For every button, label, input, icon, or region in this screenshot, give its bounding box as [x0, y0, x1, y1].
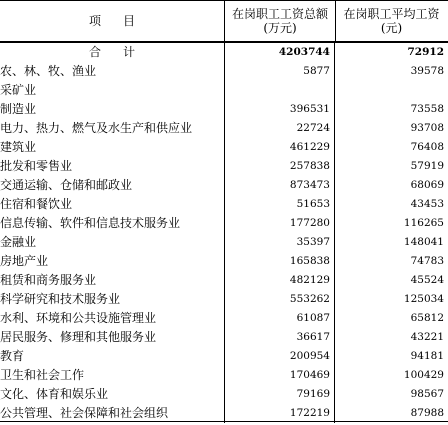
industry-label: 卫生和社会工作	[0, 368, 85, 382]
industry-label: 交通运输、仓储和邮政业	[0, 178, 133, 192]
table-row	[0, 233, 448, 252]
industry-label: 租赁和商务服务业	[0, 273, 97, 287]
average-wage-cell: 39578	[410, 65, 444, 77]
header-average-wage-label: 在岗职工平均工资	[343, 7, 440, 21]
total-wages-cell: 172219	[289, 407, 330, 419]
table-row	[0, 81, 448, 100]
industry-label: 文化、体育和娱乐业	[0, 387, 109, 401]
industry-label: 电力、热力、燃气及水生产和供应业	[0, 121, 193, 135]
average-wage-cell: 68069	[410, 179, 444, 191]
total-wages-cell: 165838	[289, 255, 330, 267]
total-wages-cell: 61087	[296, 312, 330, 324]
average-wage-cell: 74783	[410, 255, 444, 267]
total-wages-cell: 22724	[296, 122, 330, 134]
industry-label: 教育	[0, 349, 25, 363]
industry-label: 采矿业	[0, 83, 37, 97]
table-row	[0, 119, 448, 138]
total-row	[0, 43, 448, 62]
industry-label: 批发和零售业	[0, 159, 73, 173]
total-wages-cell: 35397	[296, 236, 330, 248]
average-wage-cell: 45524	[410, 274, 444, 286]
average-wage-cell: 94181	[410, 350, 444, 362]
total-wages-cell: 51653	[296, 198, 330, 210]
industry-label: 科学研究和技术服务业	[0, 292, 121, 306]
total-wages-cell: 200954	[289, 350, 330, 362]
industry-label: 住宿和餐饮业	[0, 197, 73, 211]
average-wage-cell: 65812	[410, 312, 444, 324]
industry-label: 水利、环境和公共设施管理业	[0, 311, 157, 325]
total-wages-cell: 461229	[289, 141, 330, 153]
table-row	[0, 309, 448, 328]
industry-label: 金融业	[0, 235, 37, 249]
industry-label: 居民服务、修理和其他服务业	[0, 330, 157, 344]
table-row	[0, 157, 448, 176]
header-average-wage-unit: (元)	[380, 21, 403, 35]
industry-label: 房地产业	[0, 254, 49, 268]
header-average-wage	[335, 1, 448, 41]
average-wage-cell: 93708	[410, 122, 444, 134]
table-body	[0, 43, 448, 423]
average-wage-cell: 43453	[410, 198, 444, 210]
total-average-value: 72912	[407, 46, 444, 58]
industry-label: 公共管理、社会保障和社会组织	[0, 406, 169, 420]
total-wages-cell: 396531	[289, 103, 330, 115]
total-wages-cell: 36617	[296, 331, 330, 343]
table-row	[0, 138, 448, 157]
average-wage-cell: 148041	[403, 236, 444, 248]
table-row	[0, 214, 448, 233]
header-total-wages-label: 在岗职工工资总额	[231, 7, 328, 21]
total-wages-cell: 5877	[303, 65, 330, 77]
industry-label: 建筑业	[0, 140, 37, 154]
table-row	[0, 366, 448, 385]
table-row	[0, 100, 448, 119]
table-bottom-border	[0, 421, 448, 422]
table-row	[0, 347, 448, 366]
industry-label: 信息传输、软件和信息技术服务业	[0, 216, 181, 230]
total-wages-cell: 177280	[289, 217, 330, 229]
average-wage-cell: 73558	[410, 103, 444, 115]
total-wages-cell: 257838	[289, 160, 330, 172]
table-row	[0, 252, 448, 271]
total-wages-cell: 873473	[289, 179, 330, 191]
table-row	[0, 62, 448, 81]
table-row	[0, 328, 448, 347]
average-wage-cell: 87988	[410, 407, 444, 419]
industry-label: 农、林、牧、渔业	[0, 64, 97, 78]
header-total-wages-unit: (万元)	[263, 21, 297, 35]
total-wages-cell: 79169	[296, 388, 330, 400]
table-row	[0, 195, 448, 214]
total-wages-value: 4203744	[278, 46, 330, 58]
total-label: 合计	[88, 45, 157, 59]
average-wage-cell: 125034	[403, 293, 444, 305]
average-wage-cell: 116265	[403, 217, 444, 229]
average-wage-cell: 43221	[410, 331, 444, 343]
average-wage-cell: 57919	[410, 160, 444, 172]
table-row	[0, 290, 448, 309]
average-wage-cell: 100429	[403, 369, 444, 381]
table-row	[0, 271, 448, 290]
industry-label: 制造业	[0, 102, 37, 116]
header-item: 项目	[88, 14, 157, 28]
total-wages-cell: 482129	[289, 274, 330, 286]
total-wages-cell: 553262	[289, 293, 330, 305]
table-row	[0, 176, 448, 195]
header-total-wages	[224, 1, 336, 41]
average-wage-cell: 76408	[410, 141, 444, 153]
total-wages-cell: 170469	[289, 369, 330, 381]
table-header	[0, 0, 448, 43]
average-wage-cell: 98567	[410, 388, 444, 400]
table-row	[0, 385, 448, 404]
